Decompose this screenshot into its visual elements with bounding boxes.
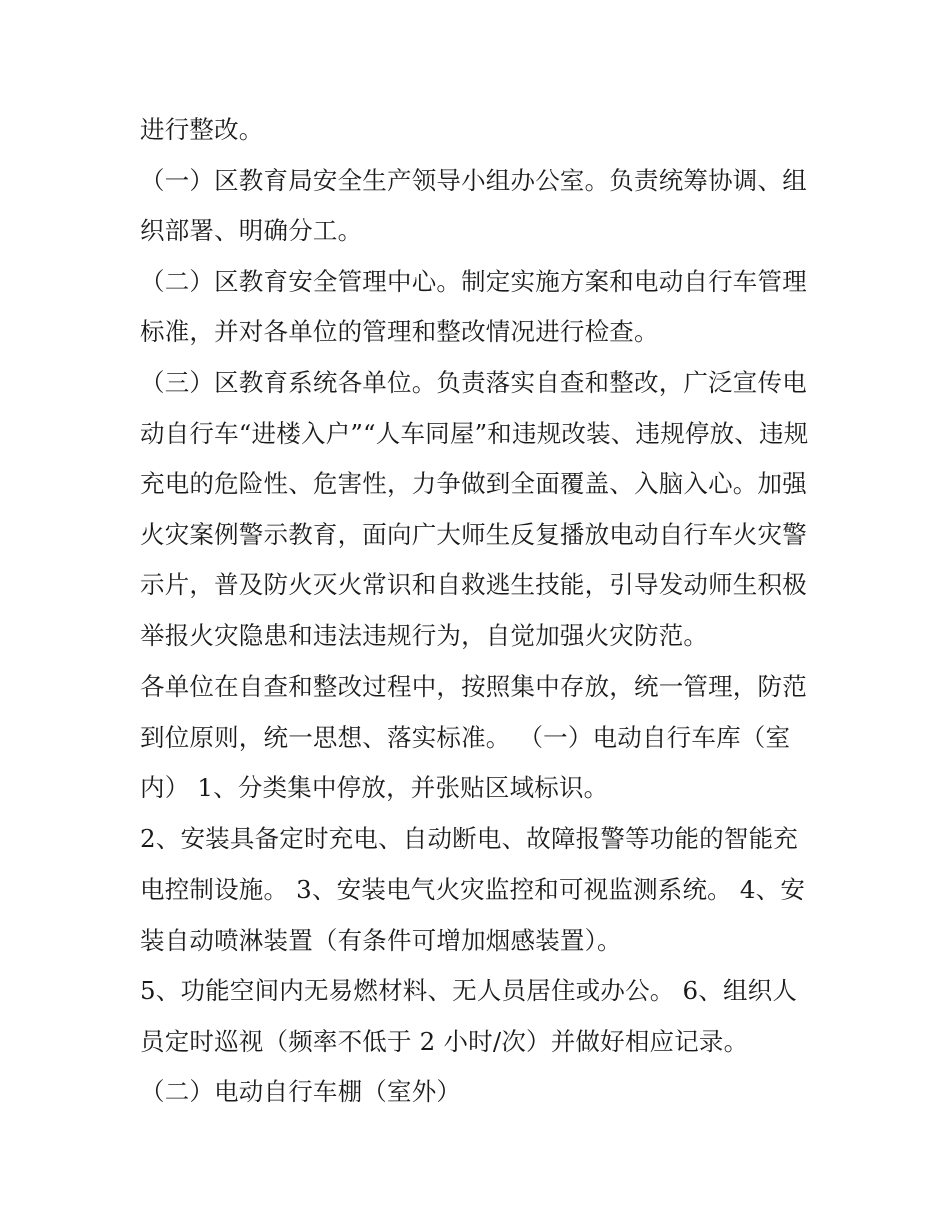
text-line: 举报火灾隐患和违法违规行为，自觉加强火灾防范。	[140, 621, 709, 650]
text-line: 内） 1、分类集中停放，并张贴区域标识。	[140, 773, 609, 802]
text-line: 到位原则，统一思想、落实标准。 （一）电动自行车库（室	[140, 723, 791, 752]
text-line: （二）电动自行车棚（室外）	[140, 1077, 462, 1106]
text-line: （一）区教育局安全生产领导小组办公室。负责统筹协调、组	[140, 166, 807, 195]
text-line: （二）区教育安全管理中心。制定实施方案和电动自行车管理	[140, 267, 807, 296]
text-line: 电控制设施。 3、安装电气火灾监控和可视监测系统。 4、安	[140, 875, 806, 904]
text-line: 员定时巡视（频率不低于 2 小时/次）并做好相应记录。	[140, 1027, 749, 1056]
text-line: 2、安装具备定时充电、自动断电、故障报警等功能的智能充	[140, 824, 798, 853]
text-line: 进行整改。	[140, 115, 264, 144]
text-line: 示片，普及防火灭火常识和自救逃生技能，引导发动师生积极	[140, 570, 807, 599]
text-line: 充电的危险性、危害性，力争做到全面覆盖、入脑入心。加强	[140, 469, 807, 498]
text-line: 各单位在自查和整改过程中，按照集中存放，统一管理，防范	[140, 672, 807, 701]
text-line: 标准，并对各单位的管理和整改情况进行检查。	[140, 317, 659, 346]
text-line: 织部署、明确分工。	[140, 216, 363, 245]
text-line: （三）区教育系统各单位。负责落实自查和整改，广泛宣传电	[140, 368, 807, 397]
text-line: 火灾案例警示教育，面向广大师生反复播放电动自行车火灾警	[140, 520, 807, 549]
text-line: 5、功能空间内无易燃材料、无人员居住或办公。 6、组织人	[140, 976, 798, 1005]
text-line: 装自动喷淋装置（有条件可增加烟感装置）。	[140, 926, 622, 955]
text-line: 动自行车“进楼入户”“人车同屋”和违规改装、违规停放、违规	[140, 419, 809, 448]
